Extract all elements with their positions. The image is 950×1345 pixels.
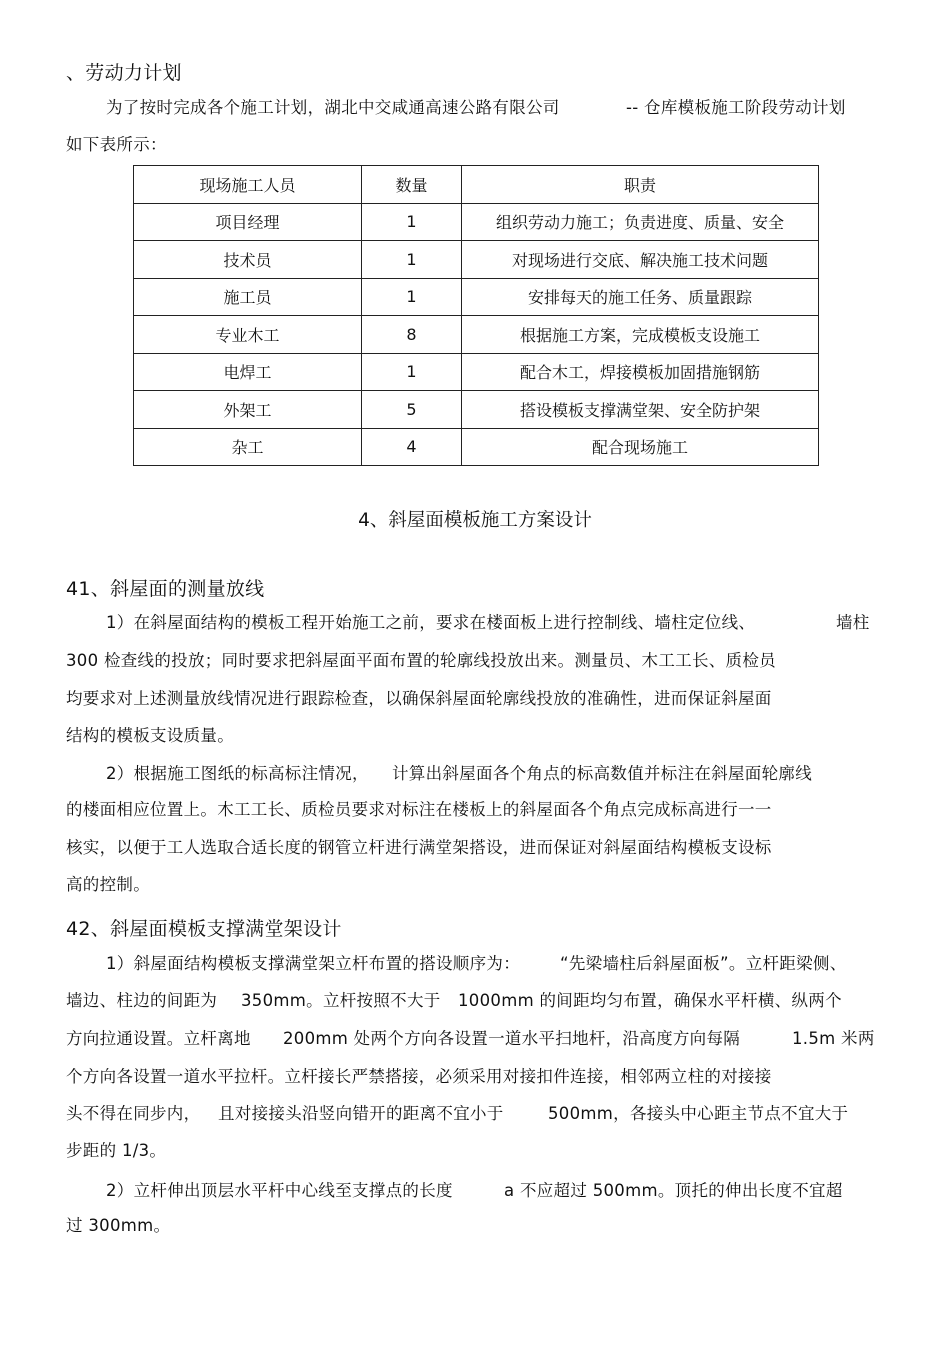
s41-p1-line3: 均要求对上述测量放线情况进行跟踪检查，以确保斜屋面轮廓线投放的准确性，进而保证斜屋面 — [66, 689, 772, 708]
s42-p1-line1b: “先梁墙柱后斜屋面板”。立杆距梁侧、 — [560, 954, 847, 973]
s42-p1-line3c: 1.5m 米两 — [792, 1029, 875, 1048]
table-cell: 1 — [362, 203, 462, 241]
table-row — [134, 391, 819, 429]
labor-intro-text-a: 为了按时完成各个施工计划，湖北中交咸通高速公路有限公司 — [106, 98, 560, 117]
s42-p1-line3b: 200mm 处两个方向各设置一道水平扫地杆，沿高度方向每隔 — [283, 1029, 741, 1048]
table-cell: 项目经理 — [134, 203, 362, 241]
table-cell: 5 — [362, 391, 462, 429]
table-header-cell: 职责 — [462, 166, 819, 204]
labor-intro-text-b: -- 仓库模板施工阶段劳动计划 — [626, 98, 846, 117]
s42-p1-line2a: 墙边、柱边的间距为 — [66, 991, 218, 1010]
table-cell: 配合现场施工 — [462, 428, 819, 466]
table-cell: 安排每天的施工任务、质量跟踪 — [462, 278, 819, 316]
table-cell: 1 — [362, 353, 462, 391]
s41-p2-line1b: 计算出斜屋面各个角点的标高数值并标注在斜屋面轮廓线 — [392, 764, 812, 783]
table-row — [134, 278, 819, 316]
table-cell: 杂工 — [134, 428, 362, 466]
table-cell: 4 — [362, 428, 462, 466]
table-header-cell: 现场施工人员 — [134, 166, 362, 204]
s42-p1-line3a: 方向拉通设置。立杆离地 — [66, 1029, 251, 1048]
table-cell: 技术员 — [134, 241, 362, 279]
table-cell: 组织劳动力施工；负责进度、质量、安全 — [462, 203, 819, 241]
s41-p2-line2: 的楼面相应位置上。木工工长、质检员要求对标注在楼板上的斜屋面各个角点完成标高进行一一 — [66, 800, 772, 819]
section-4-title: 4、斜屋面模板施工方案设计 — [358, 510, 592, 531]
table-row — [134, 203, 819, 241]
table-cell: 专业木工 — [134, 316, 362, 354]
s42-p2-line1a: 2）立杆伸出顶层水平杆中心线至支撑点的长度 — [106, 1181, 453, 1200]
table-cell: 电焊工 — [134, 353, 362, 391]
table-cell: 施工员 — [134, 278, 362, 316]
s42-p1-line1a: 1）斜屋面结构模板支撑满堂架立杆布置的搭设顺序为： — [106, 954, 520, 973]
table-row — [134, 428, 819, 466]
s41-p1-line2: 300 检查线的投放；同时要求把斜屋面平面布置的轮廓线投放出来。测量员、木工工长、质检员 — [66, 651, 776, 670]
table-row — [134, 241, 819, 279]
table-header-cell: 数量 — [362, 166, 462, 204]
s42-p1-line6: 步距的 1/3。 — [66, 1141, 167, 1160]
table-cell: 8 — [362, 316, 462, 354]
table-cell: 搭设模板支撑满堂架、安全防护架 — [462, 391, 819, 429]
table-cell: 外架工 — [134, 391, 362, 429]
s41-p1-line1-end: 墙柱 — [836, 613, 870, 632]
labor-intro-text-c: 如下表所示： — [66, 135, 167, 154]
table-header-row — [134, 166, 819, 204]
labor-table — [133, 165, 819, 466]
s42-p1-line4: 个方向各设置一道水平拉杆。立杆接长严禁搭接，必须采用对接扣件连接，相邻两立柱的对接接 — [66, 1067, 772, 1086]
s42-p1-line2c: 1000mm 的间距均匀布置，确保水平杆横、纵两个 — [458, 991, 842, 1010]
section-42-heading: 42、斜屋面模板支撑满堂架设计 — [66, 918, 342, 940]
table-row — [134, 353, 819, 391]
s41-p1-line1: 1）在斜屋面结构的模板工程开始施工之前，要求在楼面板上进行控制线、墙柱定位线、 — [106, 613, 756, 632]
table-cell: 配合木工，焊接模板加固措施钢筋 — [462, 353, 819, 391]
table-row — [134, 316, 819, 354]
section-41-heading: 41、斜屋面的测量放线 — [66, 578, 265, 600]
s41-p2-line3: 核实，以便于工人选取合适长度的钢管立杆进行满堂架搭设，进而保证对斜屋面结构模板支设标 — [66, 838, 772, 857]
s41-p2-line4: 高的控制。 — [66, 875, 150, 894]
s42-p2-line1b: a 不应超过 500mm。顶托的伸出长度不宜超 — [504, 1181, 843, 1200]
s41-p2-line1a: 2）根据施工图纸的标高标注情况， — [106, 764, 369, 783]
table-cell: 对现场进行交底、解决施工技术问题 — [462, 241, 819, 279]
table-cell: 根据施工方案，完成模板支设施工 — [462, 316, 819, 354]
s42-p1-line5c: 500mm，各接头中心距主节点不宜大于 — [548, 1104, 849, 1123]
table-cell: 1 — [362, 278, 462, 316]
s42-p1-line5b: 且对接接头沿竖向错开的距离不宜小于 — [218, 1104, 504, 1123]
table-cell: 1 — [362, 241, 462, 279]
s42-p1-line2b: 350mm。立杆按照不大于 — [241, 991, 441, 1010]
labor-plan-heading: 、劳动力计划 — [66, 62, 182, 84]
s42-p1-line5a: 头不得在同步内， — [66, 1104, 201, 1123]
s42-p2-line2: 过 300mm。 — [66, 1216, 171, 1235]
s41-p1-line4: 结构的模板支设质量。 — [66, 726, 234, 745]
